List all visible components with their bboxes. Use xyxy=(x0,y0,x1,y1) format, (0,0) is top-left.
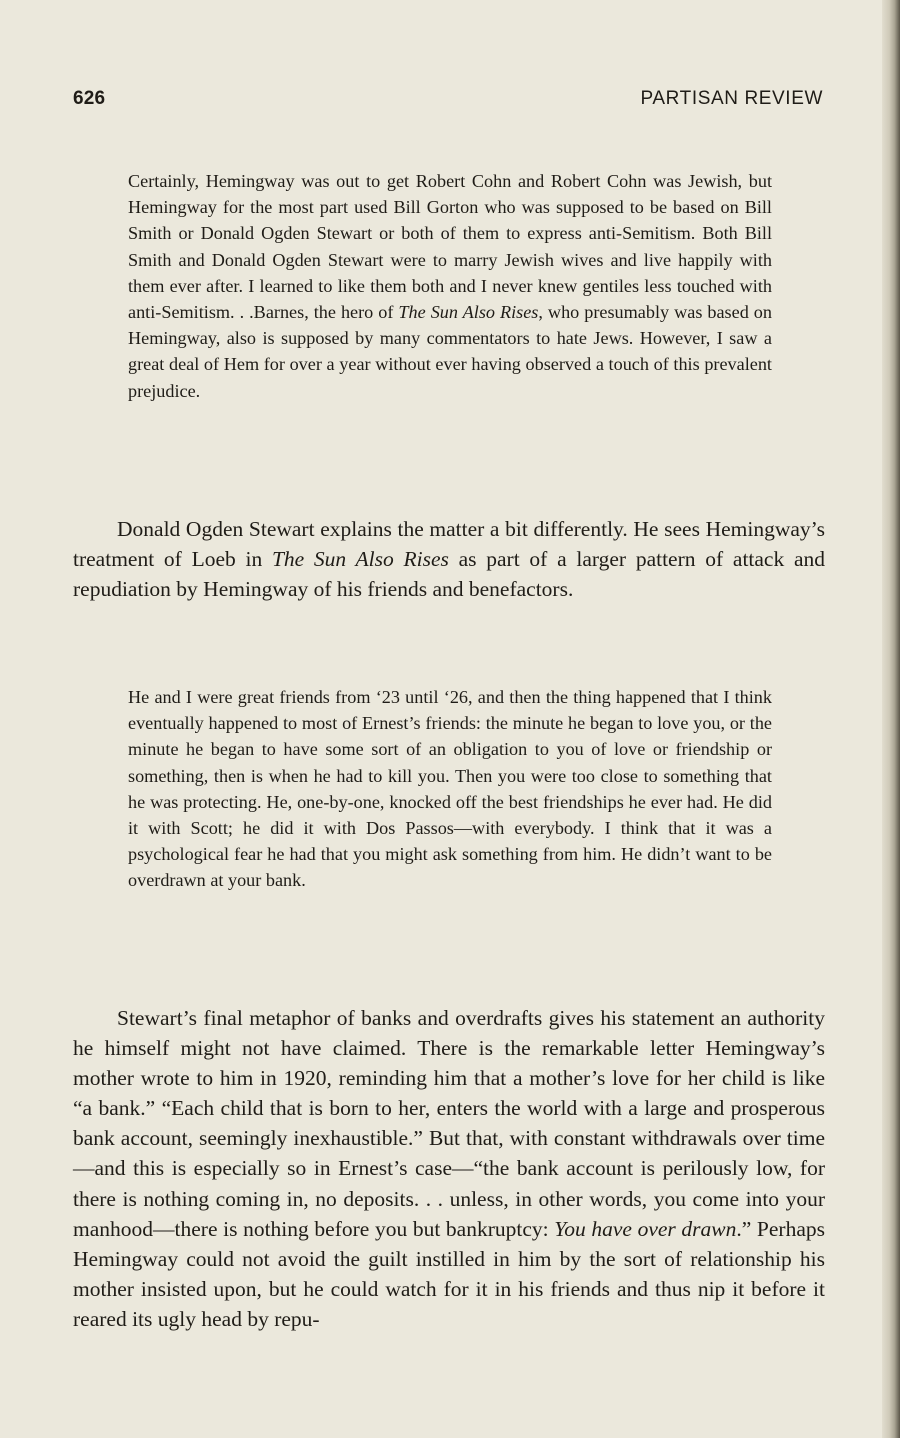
page-header xyxy=(73,88,823,114)
quote1-text-start: Certainly, Hemingway was out to get Robert Cohn and Robert Cohn was Jewish, but Hemingway for the most part used Bill Gorton who was supposed to be based on Bill Smith or Donald Ogden Stewart or both of them to express anti-Semitism. Both Bill Smith and Donald Ogden Stewart were to marry Jewish wives and live happily with them ever after. I learned to like them both and I never knew gentiles less touched with anti-Semitism. . .Barnes, the hero of xyxy=(128,171,772,323)
para1-text-end: as part of a larger pattern of attack and repudiation by Hemingway of his friends and benefactors. xyxy=(73,547,825,602)
para1-text-start: Donald Ogden Stewart explains the matter a bit differently. He sees Hemingway’s treatment of Loeb in xyxy=(73,517,825,572)
body-paragraph-2 xyxy=(73,1003,825,1334)
page-number: 626 xyxy=(73,88,106,109)
italic-quote: You have over drawn xyxy=(554,1216,737,1241)
book-title: The Sun Also Rises xyxy=(398,302,539,323)
book-title: The Sun Also Rises xyxy=(271,547,449,572)
para2-text-end: .” Perhaps Hemingway could not avoid the guilt instilled in him by the sort of relationship his mother insisted upon, but he could watch for it in his friends and thus nip it before it reared its ugly head by repu- xyxy=(73,1216,825,1331)
running-head: PARTISAN REVIEW xyxy=(640,88,823,109)
page-edge-shadow xyxy=(882,0,900,1438)
body-paragraph-1 xyxy=(73,514,825,604)
block-quote-2 xyxy=(128,684,772,894)
block-quote-1 xyxy=(128,168,772,404)
quote1-text-end: , who presumably was based on Hemingway, also is supposed by many commentators to hate Jews. However, I saw a great deal of Hem for over a year without ever having observed a touch of this prevalent prejudice. xyxy=(128,302,772,401)
quote2-text: He and I were great friends from ‘23 until ‘26, and then the thing happened that I think eventually happened to most of Ernest’s friends: the minute he began to love you, or the minute he began to have some sort of an obligation to you of love or friendship or something, then is when he had to kill you. Then you were too close to something that he was protecting. He, one-by-one, knocked off the best friendships he ever had. He did it with Scott; he did it with Dos Passos—with everybody. I think that it was a psychological fear he had that you might ask something from him. He didn’t want to be overdrawn at your bank. xyxy=(128,687,772,891)
para2-text-start: Stewart’s final metaphor of banks and overdrafts gives his statement an authority he himself might not have claimed. There is the remarkable letter Hemingway’s mother wrote to him in 1920, reminding him that a mother’s love for her child is like “a bank.” “Each child that is born to her, enters the world with a large and prosperous bank account, seemingly inexhaustible.” But that, with constant withdrawals over time—and this is especially so in Ernest’s case—“the bank account is perilously low, for there is nothing coming in, no deposits. . . unless, in other words, you come into your manhood—there is nothing before you but bankruptcy: xyxy=(73,1006,825,1241)
